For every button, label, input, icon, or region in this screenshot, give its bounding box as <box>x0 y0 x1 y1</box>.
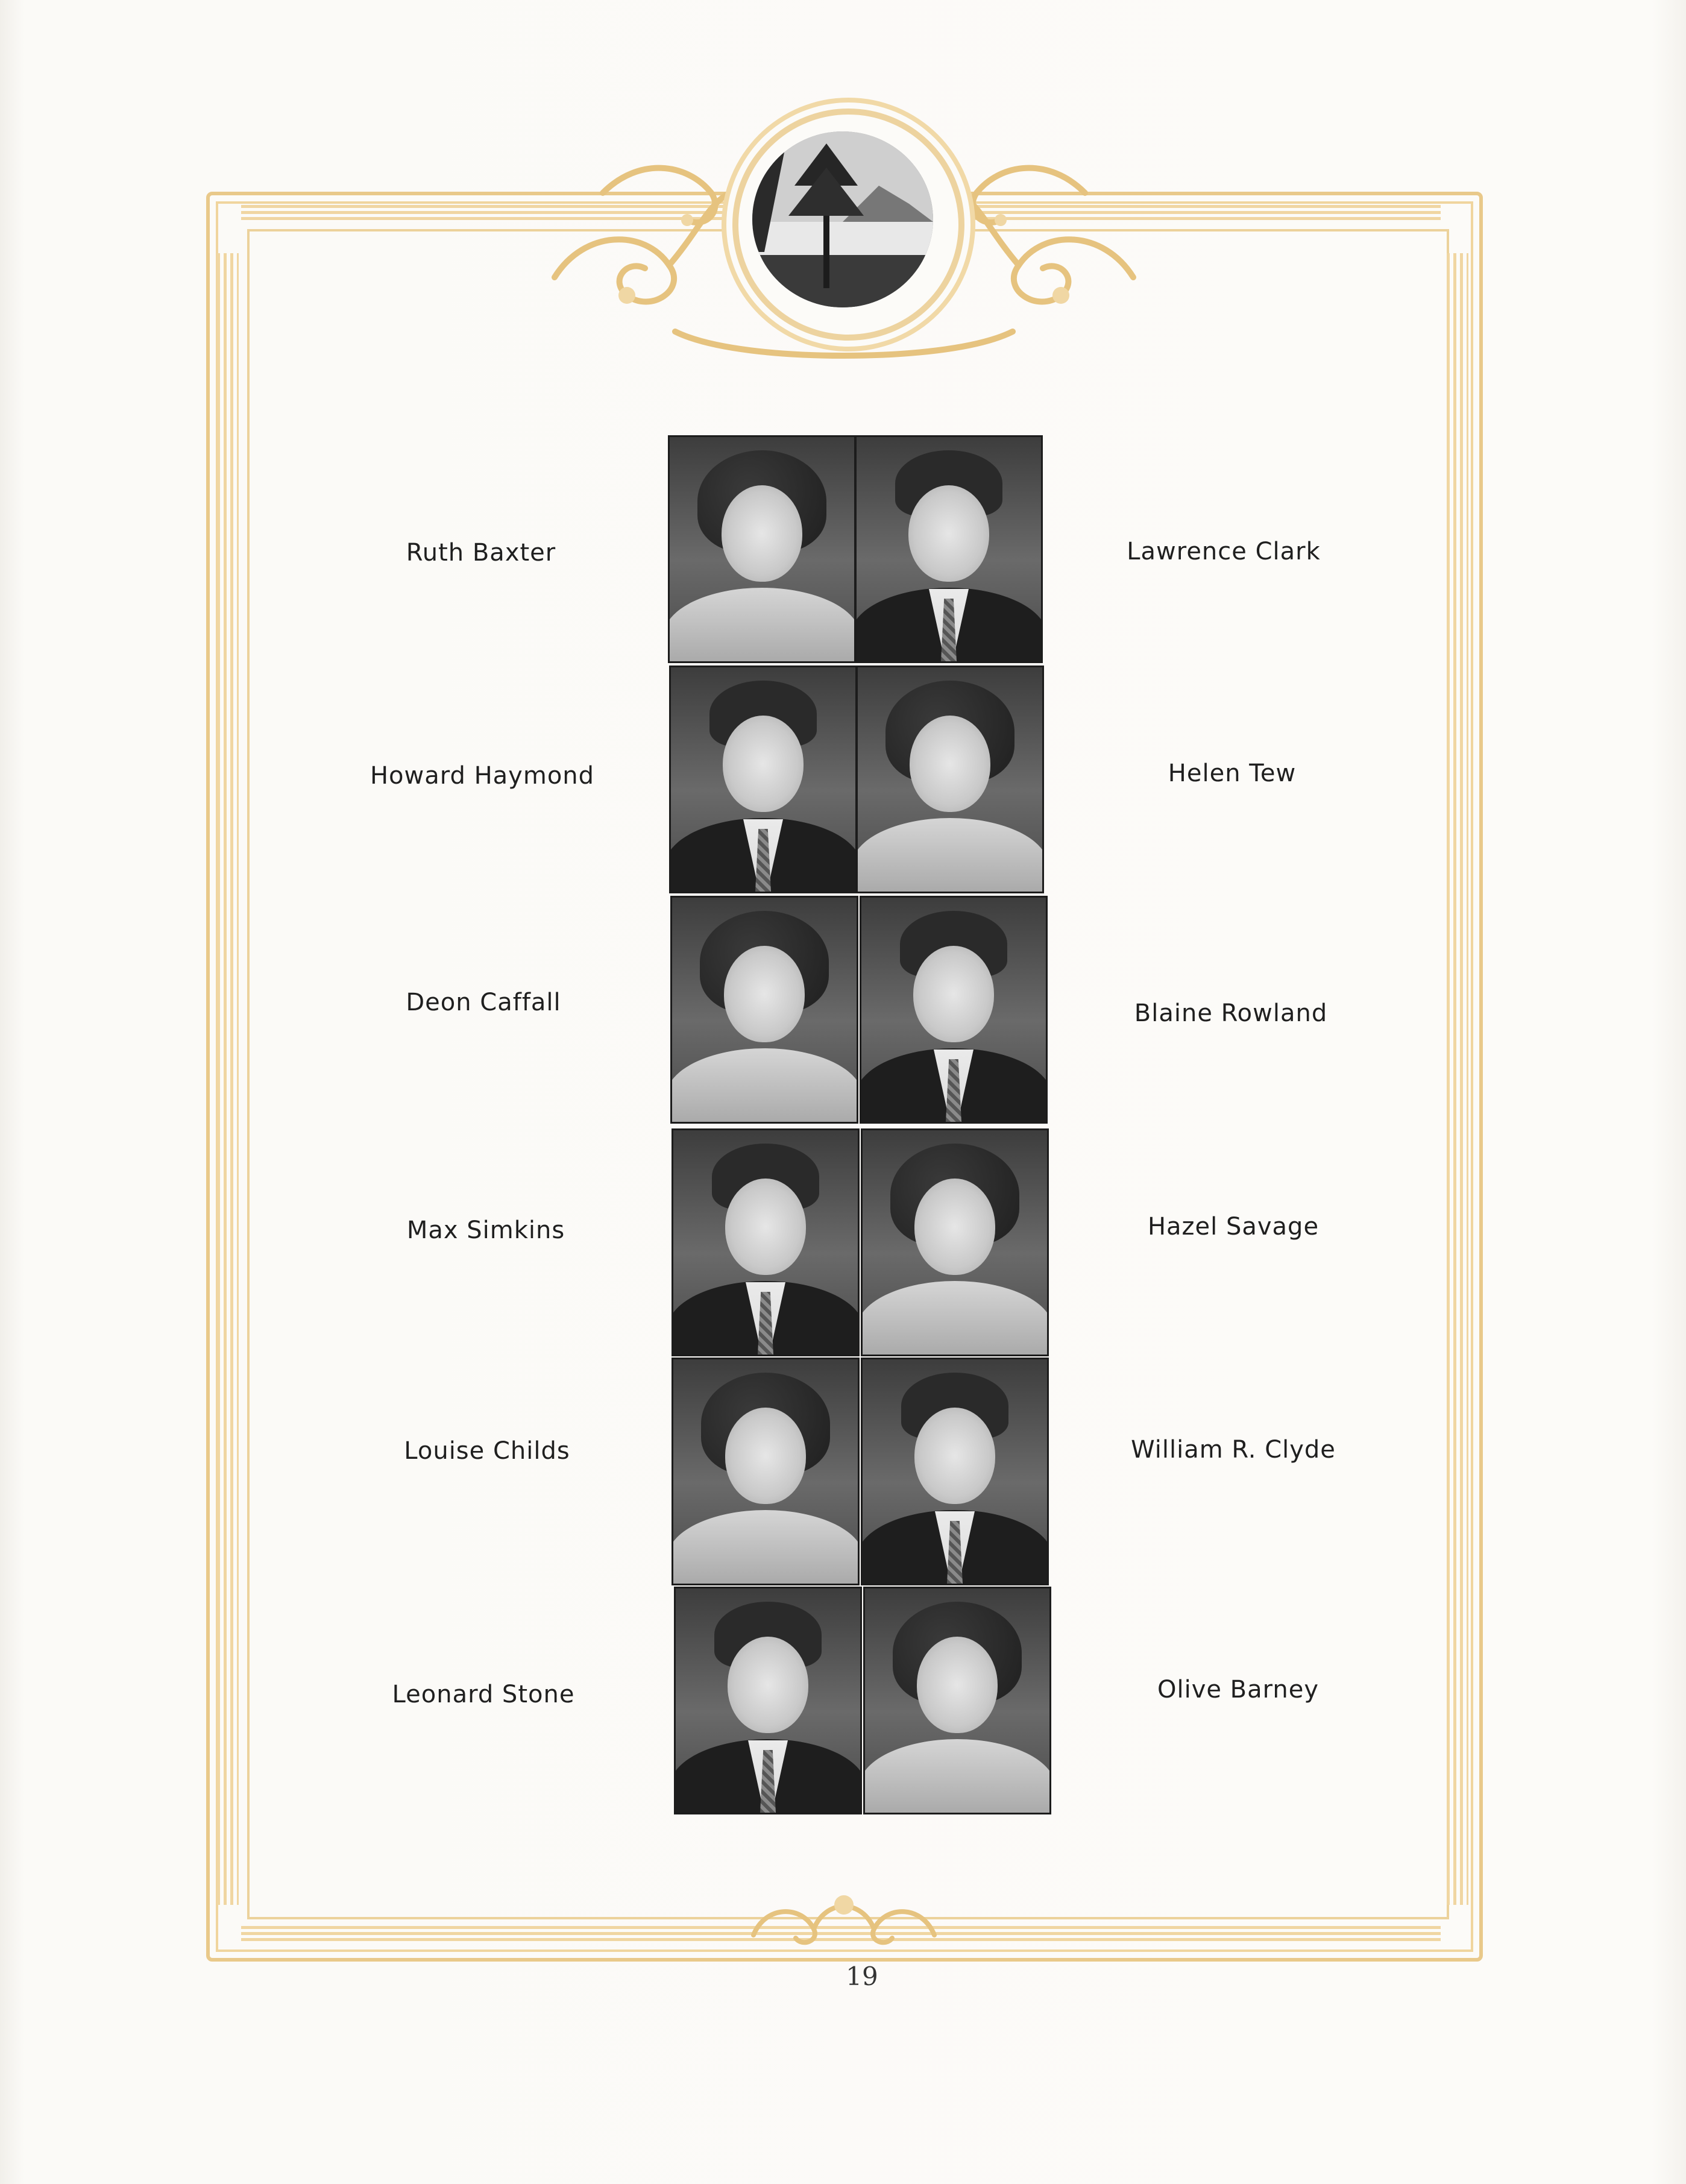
portrait-lawrence-clark <box>855 435 1043 663</box>
name-right-1: Lawrence Clark <box>1127 538 1321 565</box>
name-right-6: Olive Barney <box>1157 1676 1320 1704</box>
portrait-max-simkins <box>672 1128 860 1356</box>
portrait-hazel-savage <box>861 1128 1049 1356</box>
portrait-grid <box>668 435 1048 1822</box>
name-right-5: William R. Clyde <box>1131 1436 1336 1464</box>
portrait-helen-tew <box>856 666 1044 893</box>
bottom-scroll-ornament <box>741 1881 946 1953</box>
name-left-5: Louise Childs <box>404 1437 570 1465</box>
lake-tree-icon <box>752 131 933 307</box>
name-right-2: Helen Tew <box>1168 760 1297 787</box>
portrait-ruth-baxter <box>668 435 856 663</box>
portrait-louise-childs <box>672 1358 860 1585</box>
name-left-2: Howard Haymond <box>370 762 595 790</box>
portrait-leonard-stone <box>674 1587 862 1814</box>
portrait-howard-haymond <box>669 666 857 893</box>
name-right-4: Hazel Savage <box>1147 1213 1320 1241</box>
lake-tree-photo <box>752 131 933 307</box>
page-number: 19 <box>846 1962 878 1991</box>
name-left-4: Max Simkins <box>406 1216 565 1244</box>
portrait-deon-caffall <box>670 896 858 1124</box>
name-left-3: Deon Caffall <box>406 989 561 1016</box>
portrait-william-r-clyde <box>861 1358 1049 1585</box>
portrait-olive-barney <box>863 1587 1051 1814</box>
border-rail-right <box>1447 253 1468 1905</box>
name-left-1: Ruth Baxter <box>406 539 556 567</box>
portrait-blaine-rowland <box>860 896 1048 1124</box>
border-rail-left <box>217 253 239 1905</box>
name-right-3: Blaine Rowland <box>1134 999 1328 1027</box>
name-left-6: Leonard Stone <box>392 1681 575 1708</box>
